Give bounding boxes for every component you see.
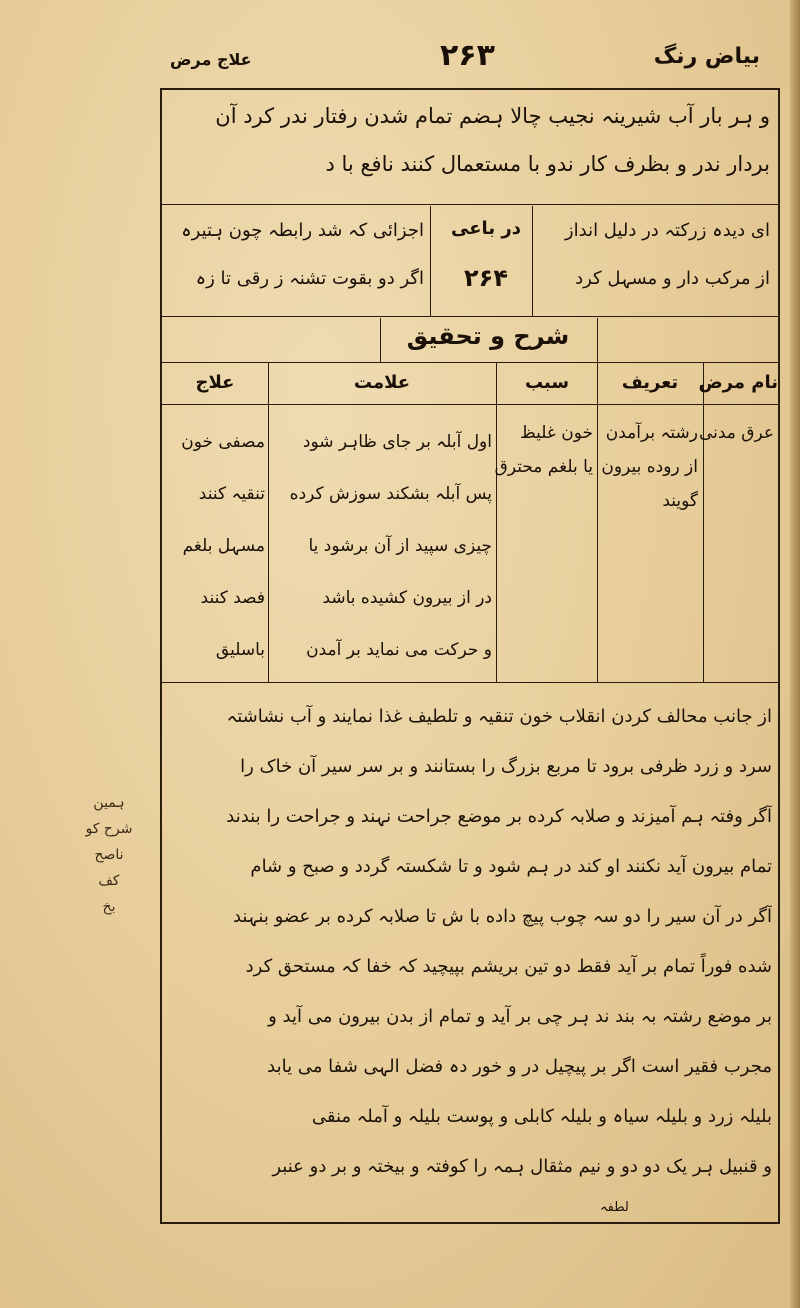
treatment-line: باسلیق	[215, 640, 265, 660]
treatment-line: مسہل بلغم	[182, 536, 265, 556]
cause-line: خون غلیظ	[520, 423, 593, 443]
body-line: بر موضع رشتہ بہ بند ند ہر چی بر آید و تمام از بدن بیرون می آید و	[268, 1006, 772, 1027]
treatment-line: مصفی خون	[181, 432, 265, 452]
body-line: مجرب فقیر است اگر بر پیچیل در و خور دہ فضل الہی شفا می یابد	[267, 1056, 772, 1077]
body-line: از جانب محالف کردن انقلاب خون تنقیہ و تلطیف غذا نمایند و آب نشاشتہ	[226, 706, 772, 727]
symptom-line: در از بیرون کشیده باشد	[322, 588, 492, 608]
header-title-left: علاج مرض	[170, 50, 252, 69]
definition-line: رشتہ برآمدن	[605, 423, 698, 443]
recipe-left-line: اجزائی کہ شد رابطہ چون ہتیرہ	[181, 220, 424, 241]
table-header-definition: تعریف	[621, 372, 679, 393]
rule	[162, 316, 778, 317]
intro-line: و ہر بار آب شیرینہ نجیب چالا ہضم تمام شدن رفتار ندر کرد آن	[215, 104, 770, 128]
body-line: بلیلہ زرد و بلیلہ سیاہ و بلیلہ کابلی و پوست بلیلہ و آملہ منقی	[311, 1106, 772, 1127]
table-cell-cause	[494, 416, 593, 484]
symptom-line: چیزی سپید از آن برشود یا	[308, 536, 492, 556]
body-text	[168, 692, 772, 1192]
page-number: ۲۶۳	[440, 38, 495, 73]
rule	[430, 206, 431, 316]
page-edge	[790, 0, 800, 1308]
table-header-disease: نام مرض	[698, 372, 778, 393]
table-cell-symptoms	[272, 416, 492, 676]
definition-line: گویند	[662, 491, 698, 511]
body-line: و قنبیل ہر یک دو دو و نیم مثقال ہمہ را کوفتہ و بیختہ و بر دو عنبر	[272, 1156, 772, 1177]
symptom-line: و حرکت می نماید بر آمدن	[306, 640, 492, 660]
cause-line: یا بلغم محترق	[494, 457, 593, 477]
recipe-number-label: در باعی	[451, 218, 521, 239]
rule	[597, 362, 598, 682]
recipe-number: ۲۶۴	[464, 264, 508, 292]
treatment-line: فصد کنند	[200, 588, 265, 608]
rule	[162, 204, 778, 205]
body-line: تمام بیرون آید نکنند او کند در ہم شود و تا شکستہ گردد و صبح و شام	[250, 856, 772, 877]
definition-line: از روده بیرون	[601, 457, 698, 477]
margin-note	[64, 790, 154, 920]
recipe-right-line: از مرکب دار و مسہل کرد	[575, 268, 770, 289]
table-cell-definition	[600, 416, 698, 518]
margin-note-line: بخ	[102, 899, 116, 915]
table-header-symptoms: علامت	[353, 372, 411, 393]
rule	[496, 362, 497, 682]
body-line: سرد و زرد ظرفی برود تا مربع بزرگ را بستانند و بر سر سیر آن خاک را	[240, 756, 772, 777]
symptom-line: پس آبلہ بشکند سوزش کرده	[289, 484, 492, 504]
margin-note-line: کف	[98, 873, 120, 889]
margin-note-line: شرح کو	[85, 821, 133, 837]
treatment-line: تنقیہ کنند	[198, 484, 265, 504]
margin-note-line: ناصح	[94, 847, 124, 863]
table-header-treatment: علاج	[195, 372, 235, 393]
table-header-cause: سبب	[524, 372, 570, 393]
margin-note-line: ہمین	[93, 795, 125, 811]
symptom-line: اول آبلہ بر جای ظاہر شود	[302, 432, 492, 452]
rule	[162, 404, 778, 405]
rule	[162, 682, 778, 683]
table-cell-disease: عرق مدنی	[698, 423, 774, 443]
table-cell-treatment	[165, 416, 265, 676]
body-line: شده فوراً تمام بر آید فقط دو تین بریشم بپیچید کہ خفا کہ مستحق کرد	[245, 956, 772, 977]
body-line: آگر در آن سیر را دو سہ چوب پیچ داده با ش تا صلابہ کرده بر عضو بنہند	[232, 906, 772, 927]
recipe-left-line: اگر دو بقوت تشنہ ز رقی تا زہ	[195, 268, 424, 289]
header-title-right: بیاض رنگ	[653, 44, 760, 69]
recipe-right-line: ای دیدہ زرکتہ در دلیل انداز	[564, 220, 770, 241]
body-line: آگر وفتہ ہم آمیزند و صلابہ کرده بر موضع جراحت نہند و جراحت را بندند	[226, 806, 772, 827]
bottom-stamp: لطفہ	[600, 1200, 629, 1215]
rule	[703, 362, 704, 682]
rule	[268, 362, 269, 682]
intro-line: بردار ندر و بظرف کار ندو با مستعمال کنند نافع با د	[325, 152, 770, 176]
rule	[162, 362, 778, 363]
section-heading: شرح و تحقیق	[406, 322, 570, 350]
